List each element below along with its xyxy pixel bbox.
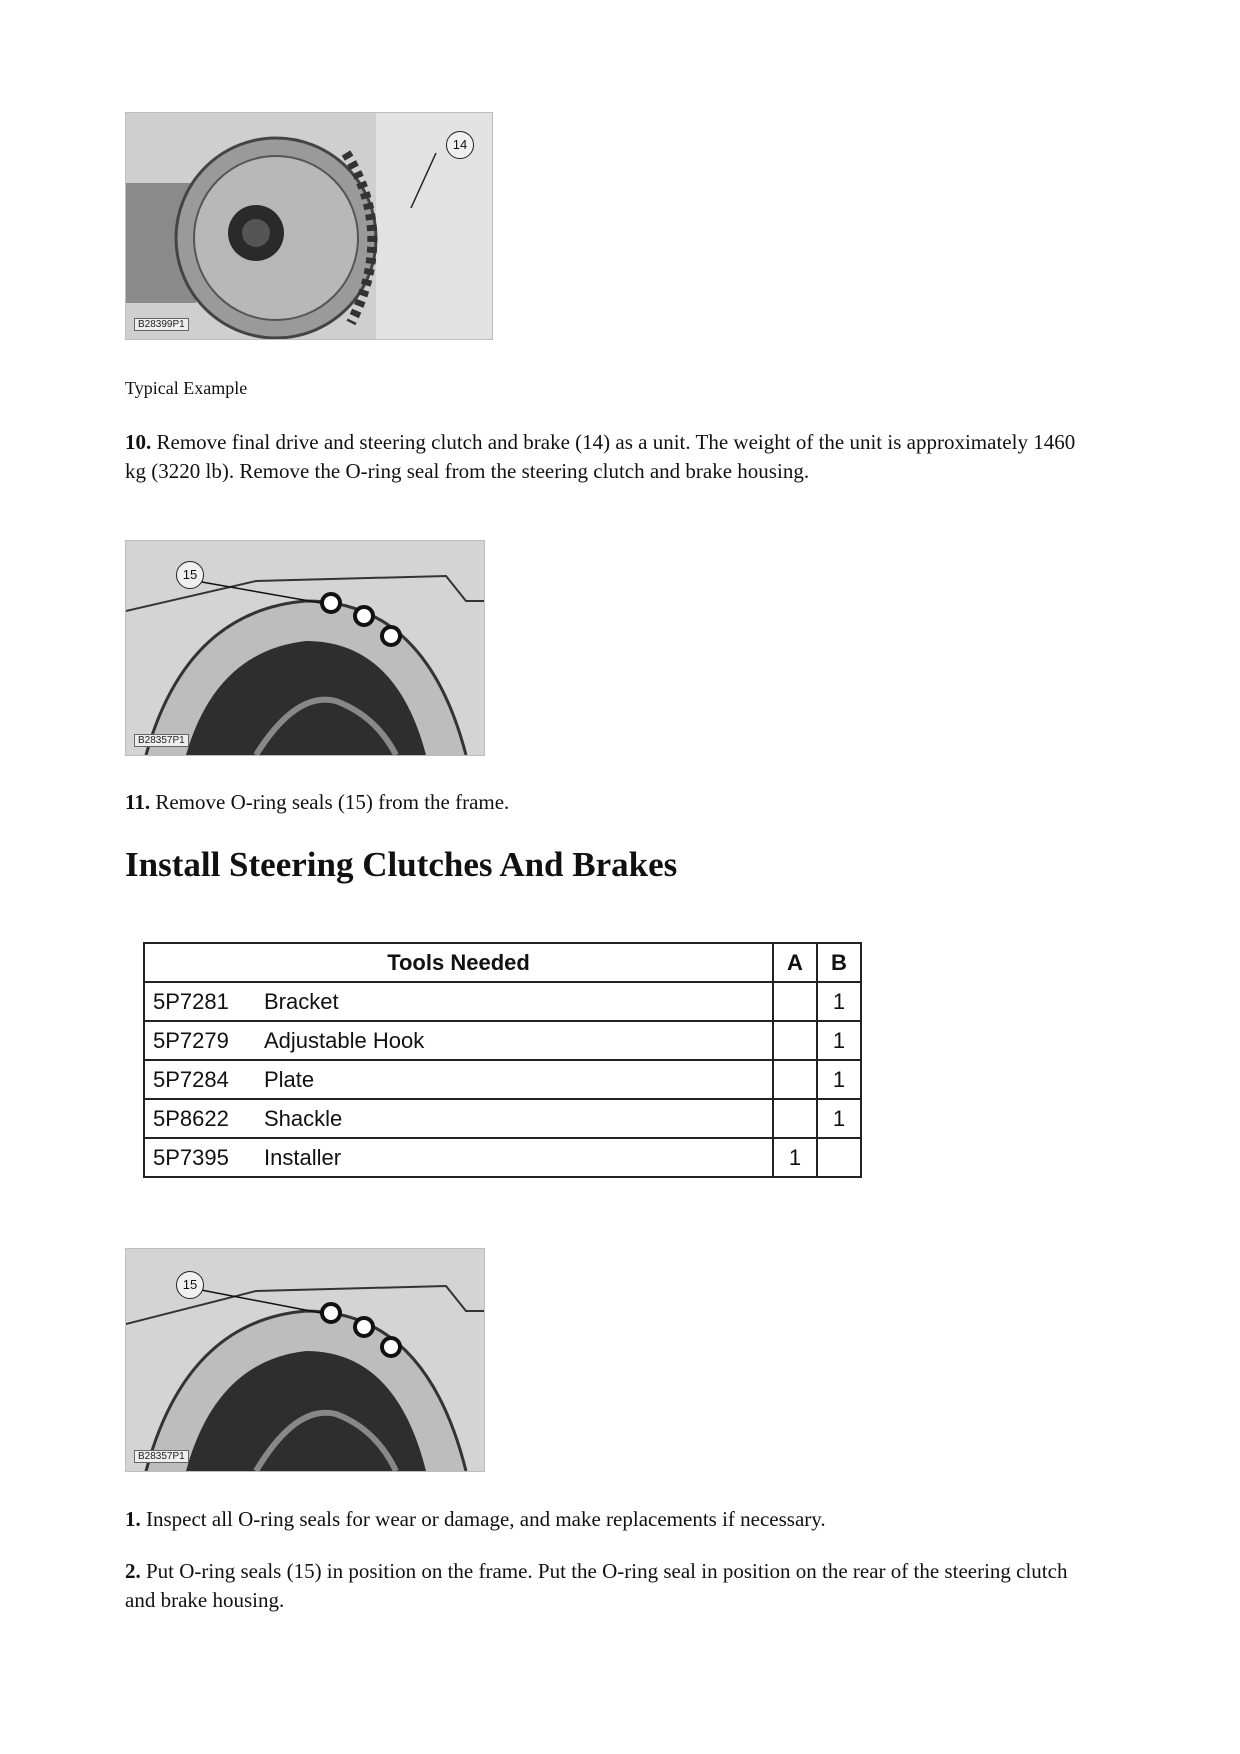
tool-description: Plate xyxy=(256,1060,773,1099)
tool-description: Adjustable Hook xyxy=(256,1021,773,1060)
step-10 xyxy=(125,428,1085,486)
figure-final-drive xyxy=(125,112,493,340)
table-title: Tools Needed xyxy=(144,943,773,982)
step-text: Inspect all O-ring seals for wear or damage, and make replacements if necessary. xyxy=(140,1507,826,1531)
tool-qty-a xyxy=(773,982,817,1021)
table-row xyxy=(144,982,861,1021)
figure-frame-o-rings xyxy=(125,540,485,756)
figure-id-label: B28399P1 xyxy=(134,318,189,331)
tool-description: Installer xyxy=(256,1138,773,1177)
tool-qty-b: 1 xyxy=(817,982,861,1021)
tool-qty-a xyxy=(773,1060,817,1099)
callout-15: 15 xyxy=(176,1271,204,1299)
step-number: 11. xyxy=(125,790,151,814)
section-heading: Install Steering Clutches And Brakes xyxy=(125,845,678,884)
step-text: Put O-ring seals (15) in position on the frame. Put the O-ring seal in position on the rear of the steering clutch and brake housing. xyxy=(125,1559,1068,1612)
figure-frame-o-rings-install xyxy=(125,1248,485,1472)
tool-qty-b: 1 xyxy=(817,1060,861,1099)
step-text: Remove O-ring seals (15) from the frame. xyxy=(150,790,510,814)
step-1 xyxy=(125,1505,1085,1534)
table-header-row xyxy=(144,943,861,982)
step-text: Remove final drive and steering clutch and brake (14) as a unit. The weight of the unit is approximately 1460 kg (3220 lb). Remove the O-ring seal from the steering clutch and brake housing. xyxy=(125,430,1076,483)
step-number: 10. xyxy=(125,430,152,454)
tool-qty-a: 1 xyxy=(773,1138,817,1177)
column-a-header: A xyxy=(773,943,817,982)
final-drive-illustration xyxy=(126,113,492,339)
table-row xyxy=(144,1099,861,1138)
tool-qty-b: 1 xyxy=(817,1099,861,1138)
step-11 xyxy=(125,788,1085,817)
callout-14: 14 xyxy=(446,131,474,159)
tool-code: 5P7281 xyxy=(144,982,256,1021)
table-row xyxy=(144,1060,861,1099)
tool-qty-b: 1 xyxy=(817,1021,861,1060)
figure-caption: Typical Example xyxy=(125,378,248,398)
column-b-header: B xyxy=(817,943,861,982)
tool-code: 5P8622 xyxy=(144,1099,256,1138)
step-2 xyxy=(125,1557,1095,1615)
callout-15: 15 xyxy=(176,561,204,589)
tool-qty-a xyxy=(773,1099,817,1138)
figure-id-label: B28357P1 xyxy=(134,1450,189,1463)
step-number: 1. xyxy=(125,1507,141,1531)
tools-needed-table xyxy=(143,942,862,1178)
table-row xyxy=(144,1138,861,1177)
tool-qty-a xyxy=(773,1021,817,1060)
tool-description: Bracket xyxy=(256,982,773,1021)
tool-code: 5P7279 xyxy=(144,1021,256,1060)
figure-id-label: B28357P1 xyxy=(134,734,189,747)
tool-description: Shackle xyxy=(256,1099,773,1138)
table-row xyxy=(144,1021,861,1060)
tool-code: 5P7395 xyxy=(144,1138,256,1177)
tool-code: 5P7284 xyxy=(144,1060,256,1099)
step-number: 2. xyxy=(125,1559,141,1583)
tool-qty-b xyxy=(817,1138,861,1177)
